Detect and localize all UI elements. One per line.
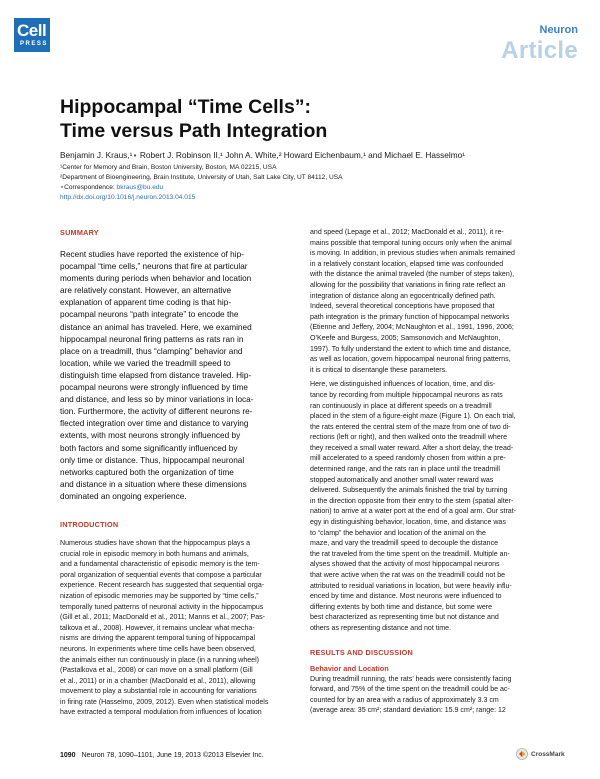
paragraph-2-line: best characterized as representing time but not distance and — [310, 614, 499, 622]
summary-line: dominated an ongoing experience. — [60, 491, 187, 501]
introduction-body — [60, 539, 298, 719]
summary-line: are relatively constant. However, an alternative — [60, 286, 232, 296]
paragraph-2-line: mill accelerated to a speed randomly chosen from within a pre- — [310, 455, 506, 463]
footer-citation: Neuron 78, 1090–1101, June 19, 2013 ©2013 Elsevier Inc. — [81, 752, 264, 759]
summary-line: and distance, and less so by minor variations in loca- — [60, 395, 254, 405]
paragraph-3-line: (average area: 35 cm²; standard deviation: 15.9 cm²; range: 12 — [310, 707, 506, 715]
right-column — [310, 228, 548, 717]
paragraph-2-line: nation) to arrive at a water port at the end of a goal arm. Our strat- — [310, 508, 517, 516]
summary-line: networks captured both the organization of time — [60, 467, 234, 477]
crossmark-badge[interactable] — [516, 747, 578, 761]
summary-line: both factors and some significantly influenced by — [60, 443, 238, 453]
paragraph-1-line: O’Keefe and Burgess, 2005; Samsonovich and McNaughton, — [310, 334, 501, 342]
author-list: Benjamin J. Kraus,¹⋆ Robert J. Robinson II,¹ John A. White,² Howard Eichenbaum,¹ and Michael E. Hasselmo¹ — [60, 150, 465, 160]
paragraph-1-line: it is critical to disentangle these parameters. — [310, 366, 448, 374]
correspondence-label: ⋆Correspondence: — [60, 184, 117, 191]
paragraph-2-line: that were active when the rat was on the treadmill could not be — [310, 572, 506, 579]
summary-line: pocampal neurons were strongly influenced by time — [60, 383, 249, 393]
paragraph-2-line: maze, and vary the treadmill speed to decouple the distance — [310, 540, 499, 548]
paragraph-1-line: mains possible that temporal tuning occurs only when the animal — [310, 239, 512, 247]
paragraph-1-line: in a relatively constant location, elapsed time was confounded — [310, 260, 504, 268]
introduction-line: poral organization of sequential events that compose a particular — [60, 571, 262, 579]
paragraph-2-line: to “clamp” the behavior and location of the animal on the — [310, 529, 486, 537]
paragraph-2-line: rections (left or right), and then walked onto the treadmill where — [310, 434, 508, 442]
summary-line: distance an animal has traveled. Here, we examined — [60, 322, 252, 332]
summary-body — [60, 249, 298, 503]
doi-link[interactable]: http://dx.doi.org/10.1016/j.neuron.2013.04.015 — [60, 194, 196, 201]
summary-line: moments during periods when behavior and location — [60, 274, 252, 284]
introduction-line: movement to play a substantial role in accounting for variations — [60, 688, 257, 696]
left-column — [60, 228, 298, 719]
affiliation-1: ¹Center for Memory and Brain, Boston University, Boston, MA 02215, USA — [60, 164, 277, 171]
behavior-location-subheading: Behavior and Location — [310, 663, 389, 673]
journal-name: Neuron — [539, 24, 578, 36]
cell-press-logo — [14, 18, 50, 52]
introduction-line: nisms are driving the apparent temporal tuning of hippocampal — [60, 635, 256, 643]
paragraph-2-line: tance by recording from multiple hippocampal neurons as rats — [310, 391, 503, 399]
summary-line: extents, with most neurons strongly influenced by — [60, 431, 241, 441]
page-title — [60, 95, 540, 143]
summary-line: pocampal neurons “path integrate” to encode the — [60, 310, 239, 320]
correspondence-email-link[interactable]: bkraus@bu.edu — [116, 184, 164, 191]
paragraph-1-line: path integration is the primary function of hippocampal networks — [310, 313, 510, 321]
summary-line: Recent studies have reported the existence of hip- — [60, 250, 244, 259]
paragraph-1-line: is moving. In addition, in previous studies when animals remained — [310, 250, 515, 258]
summary-line: place on a treadmill, thus “clamping” behavior and — [60, 346, 243, 356]
summary-line: pocampal “time cells,” neurons that fire at particular — [60, 262, 248, 272]
summary-line: location, while we varied the treadmill speed to — [60, 358, 231, 368]
affiliation-2: ²Department of Bioengineering, Brain Institute, University of Utah, Salt Lake City, UT 84112, USA — [60, 174, 343, 181]
logo-text: Cell — [17, 21, 47, 40]
paragraph-3-line: During treadmill running, the rats’ heads were consistently facing — [310, 675, 512, 683]
results-heading: RESULTS AND DISCUSSION — [310, 647, 413, 657]
introduction-line: nization of episodic memories may be supported by “time cells,” — [60, 592, 259, 600]
crossmark-icon — [516, 748, 528, 760]
paragraph-2-line: stopped automatically and another small water reward was — [310, 476, 494, 484]
introduction-line: Numerous studies have shown that the hippocampus plays a — [60, 539, 250, 547]
paragraph-2-line: egy in distinguishing behavior, location, time, and distance was — [310, 519, 506, 527]
paragraph-2-line: in the direction opposite from their entry to the stem (spatial alter- — [310, 497, 514, 505]
introduction-line: and a fundamental characteristic of episodic memory is the tem- — [60, 561, 260, 569]
page-number: 1090 — [60, 752, 76, 759]
paragraph-1-line: allowing for the possibility that variations in firing rate reflect an — [310, 281, 506, 289]
affiliations — [60, 163, 343, 203]
introduction-heading: INTRODUCTION — [60, 519, 119, 529]
paragraph-1-line: as well as location, govern hippocampal neuronal firing patterns, — [310, 356, 511, 364]
paragraph-1-line: with the distance the animal traveled (the number of steps taken), — [310, 271, 515, 279]
page-footer — [60, 752, 264, 759]
paragraph-2-line: the rat traveled from the time spent on the treadmill. Multiple an- — [310, 550, 510, 558]
article-type: Article — [501, 37, 578, 64]
introduction-line: have extracted a temporal modulation from influences of location — [60, 709, 262, 717]
paragraph-2-line: Here, we distinguished influences of location, time, and dis- — [310, 381, 496, 389]
introduction-line: et al., 2011) or in a chamber (MacDonald et al., 2011), allowing — [60, 677, 256, 685]
title-line-1: Hippocampal “Time Cells”: — [60, 96, 312, 118]
paragraph-1-line: integration of distance along an egocentrically defined path. — [310, 292, 496, 300]
introduction-line: experience. Recent research has suggested that sequential orga- — [60, 582, 265, 590]
introduction-line: (Gill et al., 2011; MacDonald et al., 2011; Manns et al., 2007; Pas- — [60, 614, 265, 622]
summary-heading: SUMMARY — [60, 228, 99, 237]
title-line-2: Time versus Path Integration — [60, 120, 328, 142]
body-paragraph-2 — [310, 380, 548, 634]
paragraph-2-line: delivered. Subsequently the animals finished the trial by turning — [310, 487, 508, 495]
paragraph-2-line: alyses showed that the activity of most hippocampal neurons — [310, 561, 500, 569]
introduction-line: (Pastalkova et al., 2008) or can move on a small platform (Gill — [60, 667, 253, 675]
paragraph-2-line: enced by time and distance. Most neurons were influenced to — [310, 593, 502, 601]
introduction-line: talkova et al., 2008). However, it remains unclear what mecha- — [60, 624, 255, 632]
summary-line: flected integration over time and distance to varying — [60, 419, 249, 429]
paragraph-1-line: 1997). To fully understand the extent to which time and distance, — [310, 345, 511, 353]
summary-line: explanation of apparent time coding is that hip- — [60, 298, 232, 308]
introduction-line: temporally tuned patterns of neuronal activity in the hippocampus — [60, 603, 264, 611]
paragraph-2-line: others as representing distance and not time. — [310, 624, 452, 632]
paragraph-2-line: ran continuously in place at different speeds on a treadmill — [310, 402, 492, 410]
paragraph-1-line: (Etienne and Jeffery, 2004; McNaughton et al., 1991, 1996, 2006; — [310, 324, 514, 332]
body-paragraph-1 — [310, 228, 548, 376]
introduction-line: the animals either run continuously in place (in a running wheel) — [60, 656, 259, 664]
crossmark-label: CrossMark — [531, 750, 565, 758]
introduction-line: neurons. In experiments where time cells have been observed, — [60, 645, 256, 653]
paragraph-3-line: forward, and 75% of the time spent on the treadmill could be ac- — [310, 686, 510, 694]
summary-line: hippocampal neuronal firing patterns as rats ran in — [60, 334, 244, 344]
paragraph-2-line: attributed to residual variations in location, but were heavily influ- — [310, 582, 512, 590]
summary-line: and distance in a situation where these dimensions — [60, 479, 247, 489]
introduction-line: crucial role in episodic memory in both humans and animals, — [60, 550, 249, 558]
paragraph-2-line: they received a small water reward. After a short delay, the tread- — [310, 444, 514, 452]
logo-subtext: PRESS — [20, 41, 48, 47]
paragraph-2-line: the rats entered the central stem of the maze from one of two di- — [310, 423, 511, 431]
paragraph-1-line: Indeed, several theoretical conceptions have proposed that — [310, 303, 495, 311]
paragraph-2-line: placed in the stem of a figure-eight maze (Figure 1). On each trial, — [310, 413, 516, 421]
introduction-line: in firing rate (Hasselmo, 2009, 2012). Even when statistical models — [60, 698, 269, 706]
correspondence — [60, 183, 343, 193]
summary-line: tion. Furthermore, the activity of different neurons re- — [60, 407, 253, 417]
paragraph-1-line: and speed (Lepage et al., 2012; MacDonald et al., 2011), it re- — [310, 229, 504, 236]
paragraph-3-line: counted for by an area with a radius of approximately 3.3 cm — [310, 696, 499, 704]
summary-line: only time or distance. Thus, hippocampal neuronal — [60, 455, 245, 465]
paragraph-2-line: determined range, and the rats ran in place until the treadmill — [310, 466, 500, 474]
paragraph-2-line: differing extents by both time and distance, but some were — [310, 603, 493, 611]
summary-line: distinguish time elapsed from distance traveled. Hip- — [60, 370, 252, 380]
body-paragraph-3 — [310, 675, 548, 717]
